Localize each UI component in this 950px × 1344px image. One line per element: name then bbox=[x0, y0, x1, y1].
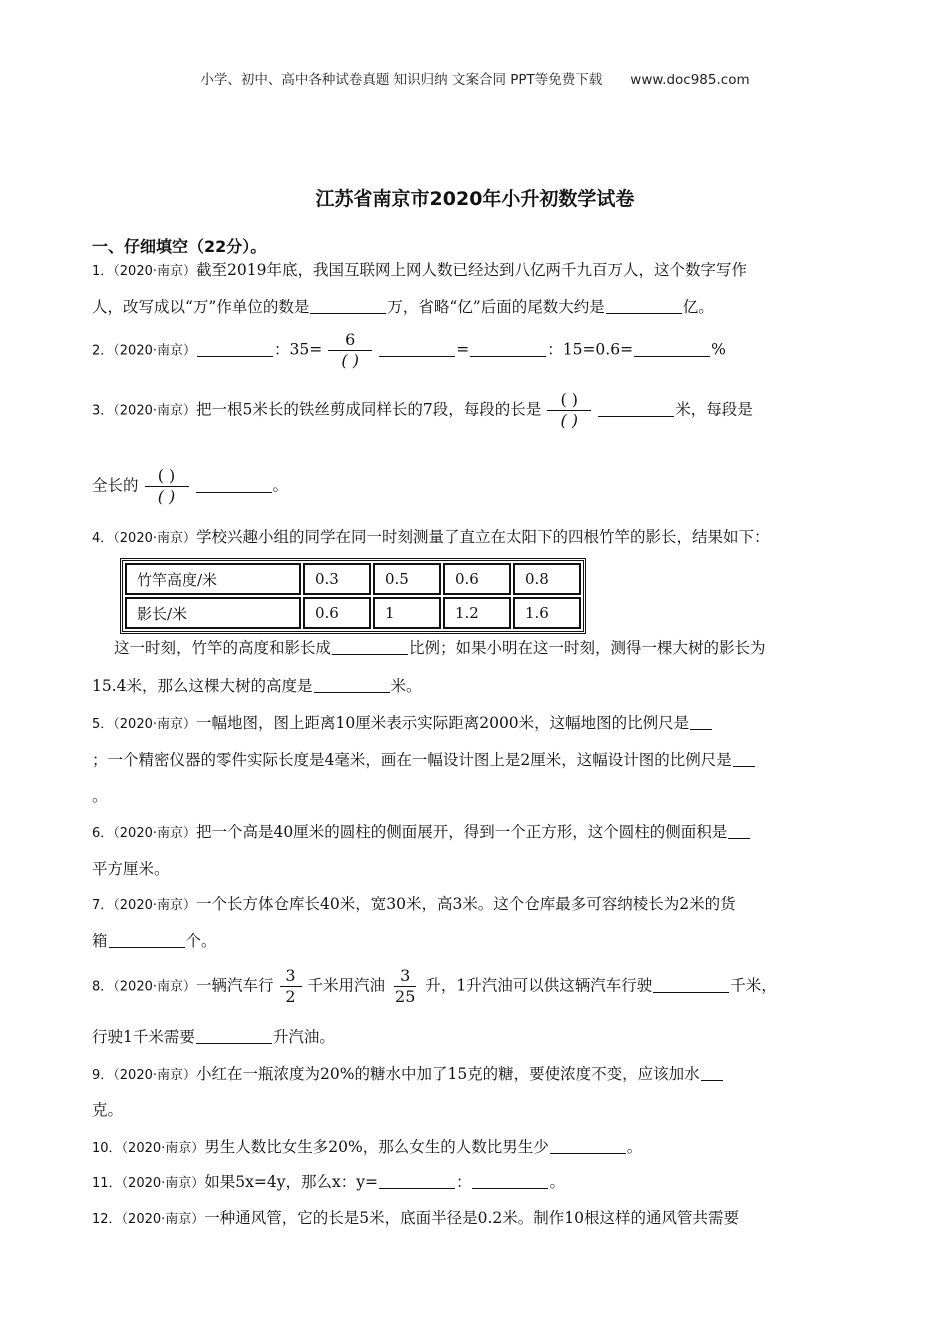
q7-line2: 箱 个。 bbox=[92, 932, 217, 950]
table-row bbox=[125, 563, 581, 595]
fraction: $\frac{( )}{( )}$ bbox=[145, 466, 189, 507]
answer-blank[interactable] bbox=[653, 978, 729, 993]
q8-line2: 行驶1千米需要 升汽油。 bbox=[92, 1028, 335, 1046]
answer-blank[interactable] bbox=[472, 1174, 548, 1189]
fraction: $\frac{3}{2}$ bbox=[280, 966, 302, 1007]
q3-line1: 3．（2020·南京）把一根5米长的铁丝剪成同样长的7段，每段的长是 $\frac{( )}{( )}$ 米，每段是 bbox=[92, 390, 753, 430]
table-cell: 0.6 bbox=[443, 563, 511, 595]
q9-line1: 9．（2020·南京）小红在一瓶浓度为20%的糖水中加了15克的糖，要使浓度不变，应该加水 bbox=[92, 1064, 724, 1086]
q2-line: 2．（2020·南京） ：35= $\frac{6}{( )}$ = ：15=0.6= % bbox=[92, 330, 726, 370]
q5-line1: 5．（2020·南京）一幅地图，图上距离10厘米表示实际距离2000米，这幅地图的比例尺是 bbox=[92, 713, 713, 735]
q4-line2: 这一时刻，竹竿的高度和影长成 比例；如果小明在这一时刻，测得一棵大树的影长为 bbox=[114, 639, 766, 657]
q5-line3: 。 bbox=[92, 787, 108, 805]
table-cell: 0.8 bbox=[513, 563, 581, 595]
fraction: $\frac{( )}{( )}$ bbox=[547, 390, 591, 431]
answer-blank[interactable] bbox=[690, 715, 712, 730]
fraction: $\frac{6}{( )}$ bbox=[328, 330, 372, 371]
q6-line1: 6．（2020·南京）把一个高是40厘米的圆柱的侧面展开，得到一个正方形，这个圆柱的侧面积是 bbox=[92, 822, 751, 844]
answer-blank[interactable] bbox=[197, 342, 273, 357]
answer-blank[interactable] bbox=[550, 1139, 626, 1154]
q6-line2: 平方厘米。 bbox=[92, 860, 170, 878]
table-cell: 0.6 bbox=[303, 597, 371, 629]
q4-line3: 15.4米，那么这棵大树的高度是 米。 bbox=[92, 677, 422, 695]
q5-line2: ；一个精密仪器的零件实际长度是4毫米，画在一幅设计图上是2厘米，这幅设计图的比例尺是 bbox=[92, 750, 756, 770]
header-text: 小学、初中、高中各种试卷真题 知识归纳 文案合同 PPT等免费下载 bbox=[200, 72, 603, 88]
page-title: 江苏省南京市2020年小升初数学试卷 bbox=[315, 188, 635, 210]
q3-line2: 全长的 $\frac{( )}{( )}$ 。 bbox=[92, 466, 289, 506]
answer-blank[interactable] bbox=[733, 752, 755, 767]
q9-line2: 克。 bbox=[92, 1101, 124, 1119]
q1-line1: 1．（2020·南京）截至2019年底，我国互联网上网人数已经达到八亿两千九百万人，这个数字写作 bbox=[92, 261, 747, 279]
table-row bbox=[125, 597, 581, 629]
answer-blank[interactable] bbox=[634, 342, 710, 357]
answer-blank[interactable] bbox=[314, 678, 390, 693]
answer-blank[interactable] bbox=[196, 478, 272, 493]
answer-blank[interactable] bbox=[310, 299, 386, 314]
answer-blank[interactable] bbox=[728, 824, 750, 839]
q4-line1: 4．（2020·南京）学校兴趣小组的同学在同一时刻测量了直立在太阳下的四根竹竿的影长，结果如下： bbox=[92, 528, 770, 546]
answer-blank[interactable] bbox=[332, 640, 408, 655]
table-cell: 竹竿高度/米 bbox=[125, 563, 301, 595]
answer-blank[interactable] bbox=[109, 933, 185, 948]
answer-blank[interactable] bbox=[196, 1029, 272, 1044]
table-cell: 1 bbox=[373, 597, 441, 629]
table-cell: 1.2 bbox=[443, 597, 511, 629]
q10-line: 10．（2020·南京）男生人数比女生多20%，那么女生的人数比男生少 。 bbox=[92, 1138, 643, 1156]
q8-line1: 8．（2020·南京）一辆汽车行 $\frac{3}{2}$ 千米用汽油 $\frac{3}{25}$ 升，1升汽油可以供这辆汽车行驶 千米， bbox=[92, 966, 777, 1006]
q12-line: 12．（2020·南京）一种通风管，它的长是5米，底面半径是0.2米。制作10根这样的通风管共需要 bbox=[92, 1209, 740, 1227]
answer-blank[interactable] bbox=[701, 1066, 723, 1081]
fraction: $\frac{3}{25}$ bbox=[395, 966, 416, 1006]
q1-line2: 人，改写成以“万”作单位的数是 万，省略“亿”后面的尾数大约是 亿。 bbox=[92, 298, 714, 316]
q7-line1: 7．（2020·南京）一个长方体仓库长40米，宽30米，高3米。这个仓库最多可容纳棱长为2米的货 bbox=[92, 895, 736, 913]
table-cell: 影长/米 bbox=[125, 597, 301, 629]
answer-blank[interactable] bbox=[606, 299, 682, 314]
shadow-table bbox=[120, 558, 586, 634]
page-header bbox=[0, 68, 950, 88]
table-cell: 0.5 bbox=[373, 563, 441, 595]
answer-blank[interactable] bbox=[598, 402, 674, 417]
section-heading: 一、仔细填空（22分）。 bbox=[92, 237, 267, 256]
table-cell: 1.6 bbox=[513, 597, 581, 629]
answer-blank[interactable] bbox=[470, 342, 546, 357]
answer-blank[interactable] bbox=[379, 342, 455, 357]
answer-blank[interactable] bbox=[379, 1174, 455, 1189]
table-cell: 0.3 bbox=[303, 563, 371, 595]
q11-line: 11．（2020·南京）如果5x=4y，那么x：y= ： 。 bbox=[92, 1173, 565, 1191]
header-url[interactable]: www.doc985.com bbox=[630, 72, 750, 88]
